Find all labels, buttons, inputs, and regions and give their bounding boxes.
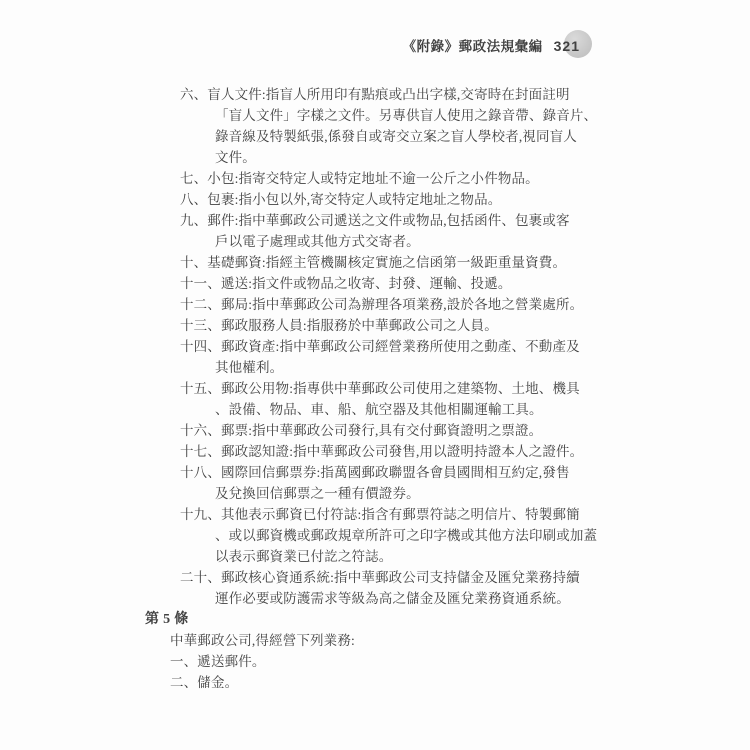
text-line: 文件。 [215,150,256,165]
page-header [0,38,580,55]
text-line: 十二、郵局:指中華郵政公司為辦理各項業務,設於各地之營業處所。 [180,297,584,312]
text-line: 及兌換回信郵票之一種有價證券。 [215,486,420,501]
header-title: 《附錄》郵政法規彙編 [402,39,543,54]
text-line: 以表示郵資業已付訖之符誌。 [215,549,393,564]
text-line: 十九、其他表示郵資已付符誌:指含有郵票符誌之明信片、特製郵簡 [180,507,580,522]
text-line: 九、郵件:指中華郵政公司遞送之文件或物品,包括函件、包裹或客 [180,213,570,228]
text-line: 十四、郵政資產:指中華郵政公司經營業務所使用之動產、不動產及 [180,339,580,354]
text-line: 二、儲金。 [170,675,239,690]
page-number: 321 [553,38,580,54]
text-line: 十、基礎郵資:指經主管機關核定實施之信函第一級距重量資費。 [180,255,567,270]
text-line: 運作必要或防護需求等級為高之儲金及匯兌業務資通系統。 [215,591,570,606]
text-line: 十五、郵政公用物:指專供中華郵政公司使用之建築物、土地、機具 [180,381,580,396]
text-line: 十六、郵票:指中華郵政公司發行,具有交付郵資證明之票證。 [180,423,543,438]
text-line: 十七、郵政認知證:指中華郵政公司發售,用以證明持證本人之證件。 [180,444,584,459]
text-line: 一、遞送郵件。 [170,654,266,669]
text-line: 八、包裹:指小包以外,寄交特定人或特定地址之物品。 [180,192,502,207]
text-line: 「盲人文件」字樣之文件。另專供盲人使用之錄音帶、錄音片、 [215,108,598,123]
text-line: 、設備、物品、車、船、航空器及其他相關運輸工具。 [215,402,543,417]
text-line: 錄音線及特製紙張,係發自或寄交立案之盲人學校者,視同盲人 [215,129,577,144]
text-line: 其他權利。 [215,360,284,375]
text-line: 十八、國際回信郵票券:指萬國郵政聯盟各會員國間相互約定,發售 [180,465,570,480]
text-line: 、或以郵資機或郵政規章所許可之印字機或其他方法印刷或加蓋 [215,528,598,543]
text-line: 七、小包:指寄交特定人或特定地址不逾一公斤之小件物品。 [180,171,539,186]
text-line: 十三、郵政服務人員:指服務於中華郵政公司之人員。 [180,318,498,333]
text-line: 第 5 條 [145,612,189,627]
text-line: 二十、郵政核心資通系統:指中華郵政公司支持儲金及匯兌業務持續 [180,570,580,585]
document-body [145,84,750,693]
text-line: 中華郵政公司,得經營下列業務: [170,633,355,648]
text-line: 戶以電子處理或其他方式交寄者。 [215,234,420,249]
text-line: 十一、遞送:指文件或物品之收寄、封發、運輸、投遞。 [180,276,512,291]
text-line: 六、盲人文件:指盲人所用印有點痕或凸出字樣,交寄時在封面註明 [180,87,570,102]
